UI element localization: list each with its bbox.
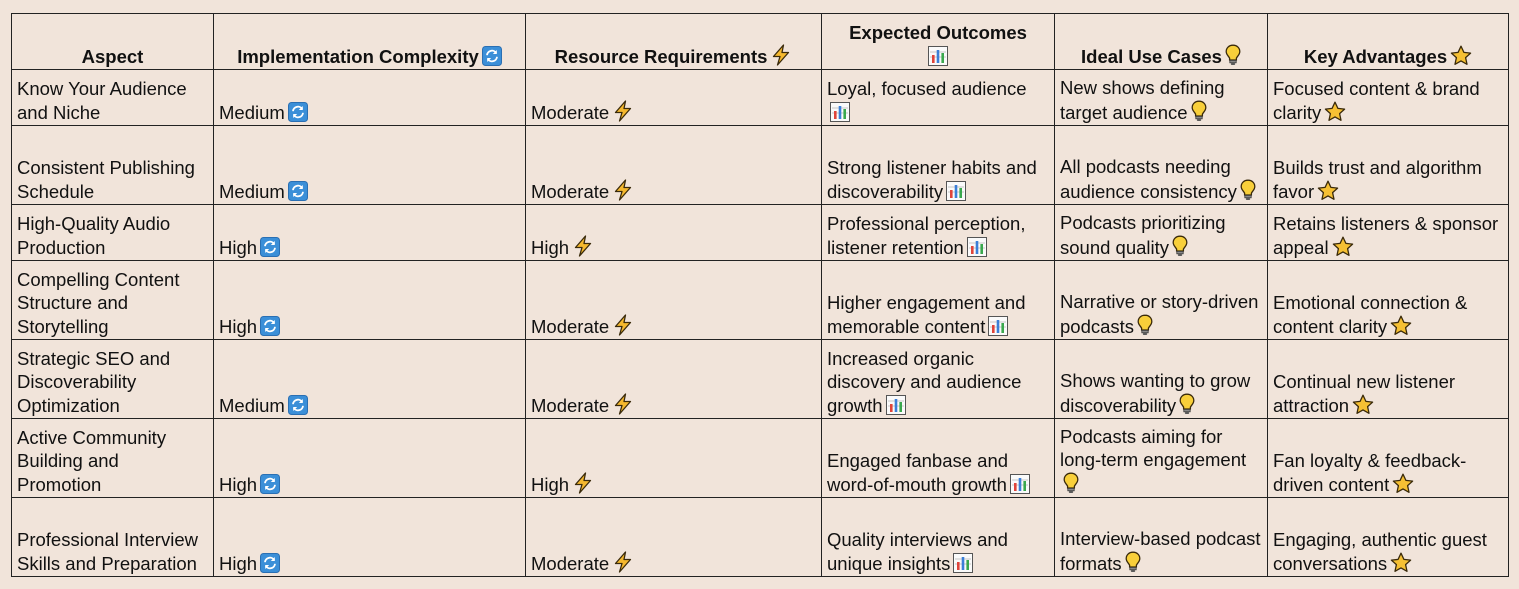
cell-text: Podcasts aiming for long-term engagement (1060, 425, 1247, 470)
table-row (12, 261, 1509, 340)
cell-advantages (1268, 126, 1509, 205)
cell-text: Moderate (531, 394, 610, 416)
cell-text: Medium (219, 101, 285, 123)
header-complexity (214, 14, 526, 70)
cell-text: High (219, 552, 258, 574)
cell-text: High (531, 236, 570, 258)
star-icon (1390, 552, 1412, 573)
cell-complexity (214, 419, 526, 498)
cell-text: Increased organic discovery and audience growth (827, 347, 1022, 416)
cell-aspect (12, 498, 214, 577)
cell-use-cases (1055, 340, 1268, 419)
cell-complexity (214, 261, 526, 340)
refresh-icon (482, 46, 502, 66)
cell-outcomes (822, 205, 1055, 261)
cell-resources (526, 498, 822, 577)
cell-outcomes (822, 261, 1055, 340)
cell-text: Professional perception, listener retention (827, 213, 1026, 258)
cell-outcomes (822, 419, 1055, 498)
cell-use-cases (1055, 261, 1268, 340)
lightning-icon (572, 472, 594, 494)
table-body (12, 70, 1509, 577)
refresh-icon (288, 181, 308, 201)
cell-text: Moderate (531, 552, 610, 574)
cell-text: Moderate (531, 315, 610, 337)
cell-text: Medium (219, 394, 285, 416)
cell-text: Retains listeners & sponsor appeal (1273, 213, 1499, 258)
cell-text: Builds trust and algorithm favor (1273, 157, 1482, 202)
cell-use-cases (1055, 126, 1268, 205)
table-row (12, 340, 1509, 419)
table-row (12, 498, 1509, 577)
cell-aspect (12, 261, 214, 340)
header-advantages-label: Key Advantages (1303, 45, 1448, 67)
star-icon (1390, 315, 1412, 336)
cell-text: New shows defining target audience (1060, 77, 1225, 123)
cell-text: Fan loyalty & feedback-driven content (1273, 450, 1467, 495)
header-resources (526, 14, 822, 70)
cell-text: Quality interviews and unique insights (827, 529, 1008, 574)
cell-aspect (12, 205, 214, 261)
header-use-cases (1055, 14, 1268, 70)
lightning-icon (612, 393, 634, 415)
cell-text: Loyal, focused audience (827, 78, 1027, 99)
lightbulb-icon (1137, 314, 1153, 336)
header-outcomes (822, 14, 1055, 70)
cell-text: Moderate (531, 180, 610, 202)
cell-advantages (1268, 419, 1509, 498)
header-aspect-label: Aspect (81, 45, 144, 67)
cell-text: High-Quality Audio Production (17, 213, 171, 258)
cell-complexity (214, 498, 526, 577)
lightning-icon (612, 314, 634, 336)
cell-resources (526, 340, 822, 419)
lightning-icon (612, 100, 634, 122)
cell-advantages (1268, 70, 1509, 126)
cell-complexity (214, 70, 526, 126)
header-use-cases-label: Ideal Use Cases (1081, 45, 1222, 67)
star-icon (1317, 180, 1339, 201)
cell-complexity (214, 205, 526, 261)
header-aspect (12, 14, 214, 70)
lightbulb-icon (1191, 100, 1207, 122)
cell-text: Interview-based podcast formats (1060, 528, 1261, 574)
header-outcomes-label: Expected Outcomes (849, 22, 1027, 43)
header-complexity-label: Implementation Complexity (237, 45, 479, 67)
cell-resources (526, 261, 822, 340)
lightbulb-icon (1063, 472, 1079, 494)
cell-resources (526, 419, 822, 498)
cell-text: Engaging, authentic guest conversations (1273, 529, 1487, 574)
cell-resources (526, 205, 822, 261)
cell-text: High (219, 315, 258, 337)
cell-text: Moderate (531, 101, 610, 123)
refresh-icon (260, 474, 280, 494)
table-row (12, 126, 1509, 205)
cell-text: Shows wanting to grow discoverability (1060, 370, 1251, 416)
cell-text: Active Community Building and Promotion (17, 426, 167, 495)
lightbulb-icon (1240, 179, 1256, 201)
star-icon (1450, 45, 1472, 66)
cell-text: Focused content & brand clarity (1273, 78, 1480, 123)
lightning-icon (572, 235, 594, 257)
refresh-icon (288, 395, 308, 415)
refresh-icon (260, 316, 280, 336)
cell-resources (526, 70, 822, 126)
cell-aspect (12, 419, 214, 498)
cell-aspect (12, 126, 214, 205)
cell-text: Know Your Audience and Niche (17, 78, 187, 123)
bar-chart-icon (928, 46, 948, 66)
bar-chart-icon (988, 316, 1008, 336)
cell-use-cases (1055, 498, 1268, 577)
cell-complexity (214, 340, 526, 419)
cell-complexity (214, 126, 526, 205)
table-row (12, 70, 1509, 126)
comparison-table (11, 13, 1509, 577)
star-icon (1352, 394, 1374, 415)
cell-outcomes (822, 70, 1055, 126)
cell-aspect (12, 70, 214, 126)
cell-outcomes (822, 126, 1055, 205)
star-icon (1392, 473, 1414, 494)
cell-text: Medium (219, 180, 285, 202)
cell-aspect (12, 340, 214, 419)
cell-resources (526, 126, 822, 205)
star-icon (1324, 101, 1346, 122)
bar-chart-icon (886, 395, 906, 415)
cell-text: Continual new listener attraction (1273, 371, 1456, 416)
lightning-icon (612, 179, 634, 201)
bar-chart-icon (946, 181, 966, 201)
cell-use-cases (1055, 419, 1268, 498)
cell-text: High (531, 473, 570, 495)
star-icon (1332, 236, 1354, 257)
cell-advantages (1268, 498, 1509, 577)
cell-outcomes (822, 340, 1055, 419)
lightbulb-icon (1225, 44, 1241, 66)
table-row (12, 419, 1509, 498)
header-resources-label: Resource Requirements (554, 45, 768, 67)
cell-text: Compelling Content Structure and Storytelling (17, 268, 180, 337)
bar-chart-icon (830, 102, 850, 122)
cell-text: High (219, 236, 258, 258)
cell-text: High (219, 473, 258, 495)
cell-text: Consistent Publishing Schedule (17, 157, 195, 202)
cell-outcomes (822, 498, 1055, 577)
lightning-icon (612, 551, 634, 573)
cell-text: Podcasts prioritizing sound quality (1060, 212, 1226, 258)
lightbulb-icon (1125, 551, 1141, 573)
cell-advantages (1268, 340, 1509, 419)
cell-text: All podcasts needing audience consistency (1060, 156, 1237, 202)
refresh-icon (260, 553, 280, 573)
bar-chart-icon (953, 553, 973, 573)
lightbulb-icon (1172, 235, 1188, 257)
cell-text: Strong listener habits and discoverability (827, 157, 1037, 202)
refresh-icon (260, 237, 280, 257)
lightning-icon (770, 44, 792, 66)
cell-text: Professional Interview Skills and Preparation (17, 529, 198, 574)
cell-advantages (1268, 205, 1509, 261)
bar-chart-icon (967, 237, 987, 257)
cell-use-cases (1055, 70, 1268, 126)
table-row (12, 205, 1509, 261)
cell-use-cases (1055, 205, 1268, 261)
refresh-icon (288, 102, 308, 122)
bar-chart-icon (1010, 474, 1030, 494)
cell-text: Emotional connection & content clarity (1273, 292, 1468, 337)
lightbulb-icon (1179, 393, 1195, 415)
header-advantages (1268, 14, 1509, 70)
header-row (12, 14, 1509, 70)
cell-text: Higher engagement and memorable content (827, 292, 1026, 337)
cell-advantages (1268, 261, 1509, 340)
cell-text: Strategic SEO and Discoverability Optimization (17, 347, 171, 416)
cell-text: Narrative or story-driven podcasts (1060, 291, 1259, 337)
cell-text: Engaged fanbase and word-of-mouth growth (827, 450, 1009, 495)
